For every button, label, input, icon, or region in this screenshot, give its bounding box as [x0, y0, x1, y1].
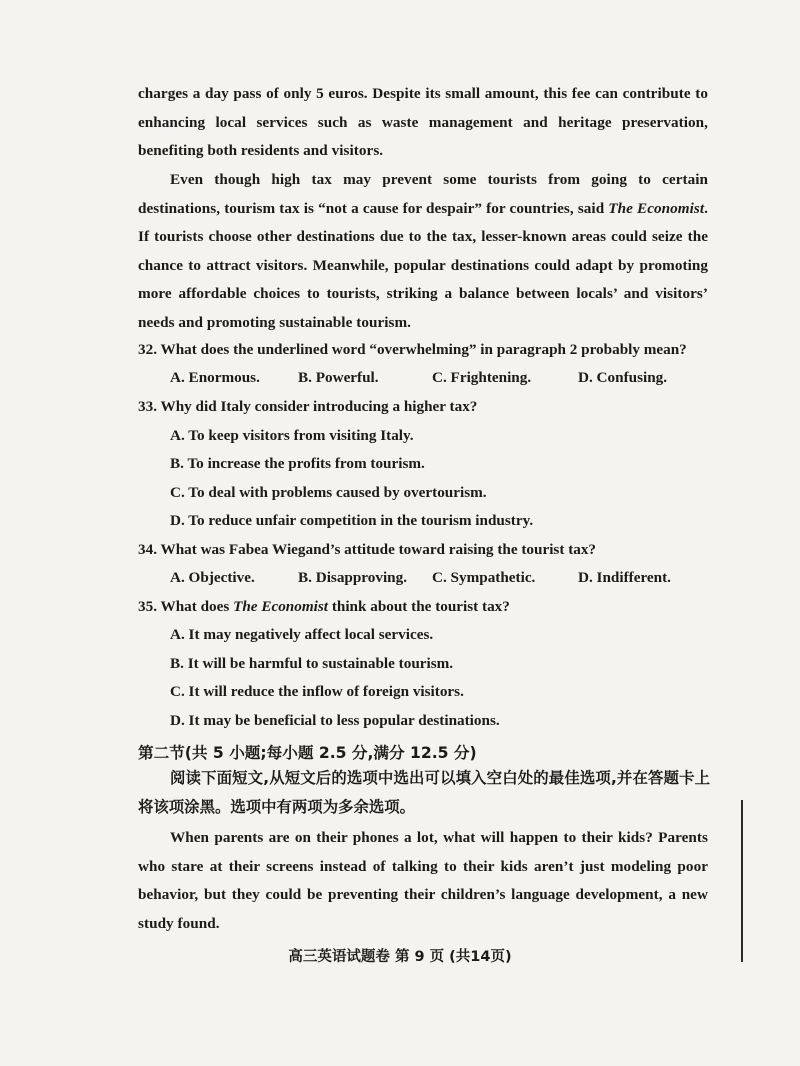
paragraph-text-start: Even though high tax may prevent some tourists from going to certain destinations, tourism tax is “not a cause for despair” for countries, said — [138, 171, 708, 217]
question-33-option-b: B. To increase the profits from tourism. — [170, 455, 425, 472]
question-33-option-a: A. To keep visitors from visiting Italy. — [170, 427, 414, 444]
option-c: C. Sympathetic. — [432, 569, 536, 586]
paragraph-text-end: . If tourists choose other destinations due to the tax, lesser-known areas could seize the chance to attract visitors. Meanwhile, popular destinations could adapt by promoting more affordable choices to tourists, striking a balance between locals’ and visitors’ needs and promoting sustainable tourism. — [138, 199, 708, 331]
section-2-passage: When parents are on their phones a lot, what will happen to their kids? Parents who stare at their screens instead of talking to their kids aren’t just modeling poor behavior, but they could be preventing their children’s language development, a new study found. — [138, 829, 708, 932]
question-34-options — [170, 569, 730, 589]
question-32-options — [170, 369, 730, 389]
option-b: B. Disapproving. — [298, 569, 408, 586]
question-35-option-d: D. It may be beneficial to less popular destinations. — [170, 712, 500, 729]
option-b: B. Powerful. — [298, 369, 379, 386]
question-35-option-c: C. It will reduce the inflow of foreign visitors. — [170, 683, 464, 700]
passage-paragraph-continued: charges a day pass of only 5 euros. Despite its small amount, this fee can contribute to enhancing local services such as waste management and heritage preservation, benefiting both residents and visitors. — [138, 85, 708, 160]
question-33-stem: 33. Why did Italy consider introducing a higher tax? — [138, 398, 478, 415]
margin-line — [741, 800, 743, 962]
option-d: D. Confusing. — [578, 369, 668, 386]
question-35-option-b: B. It will be harmful to sustainable tourism. — [170, 655, 454, 672]
publication-name: The Economist — [608, 199, 705, 217]
option-d: D. Indifferent. — [578, 569, 671, 586]
question-34-stem: 34. What was Fabea Wiegand’s attitude toward raising the tourist tax? — [138, 541, 597, 558]
question-35-stem — [138, 598, 718, 616]
question-32-stem: 32. What does the underlined word “overwhelming” in paragraph 2 probably mean? — [138, 341, 687, 358]
question-35-option-a: A. It may negatively affect local services. — [170, 626, 434, 643]
publication-name: The Economist — [233, 598, 329, 615]
page-footer: 高三英语试题卷 第 9 页 (共14页) — [288, 949, 512, 965]
section-2-heading: 第二节(共 5 小题;每小题 2.5 分,满分 12.5 分) — [138, 744, 477, 762]
passage-paragraph-economist — [138, 166, 708, 338]
question-33-option-d: D. To reduce unfair competition in the tourism industry. — [170, 512, 534, 529]
option-c: C. Frightening. — [432, 369, 532, 386]
question-33-option-c: C. To deal with problems caused by overtourism. — [170, 484, 487, 501]
option-a: A. Objective. — [170, 569, 255, 586]
section-2-instructions: 阅读下面短文,从短文后的选项中选出可以填入空白处的最佳选项,并在答题卡上将该项涂黑。选项中有两项为多余选项。 — [138, 769, 710, 816]
option-a: A. Enormous. — [170, 369, 260, 386]
stem-end: think about the tourist tax? — [328, 598, 510, 615]
stem-start: 35. What does — [138, 598, 234, 615]
